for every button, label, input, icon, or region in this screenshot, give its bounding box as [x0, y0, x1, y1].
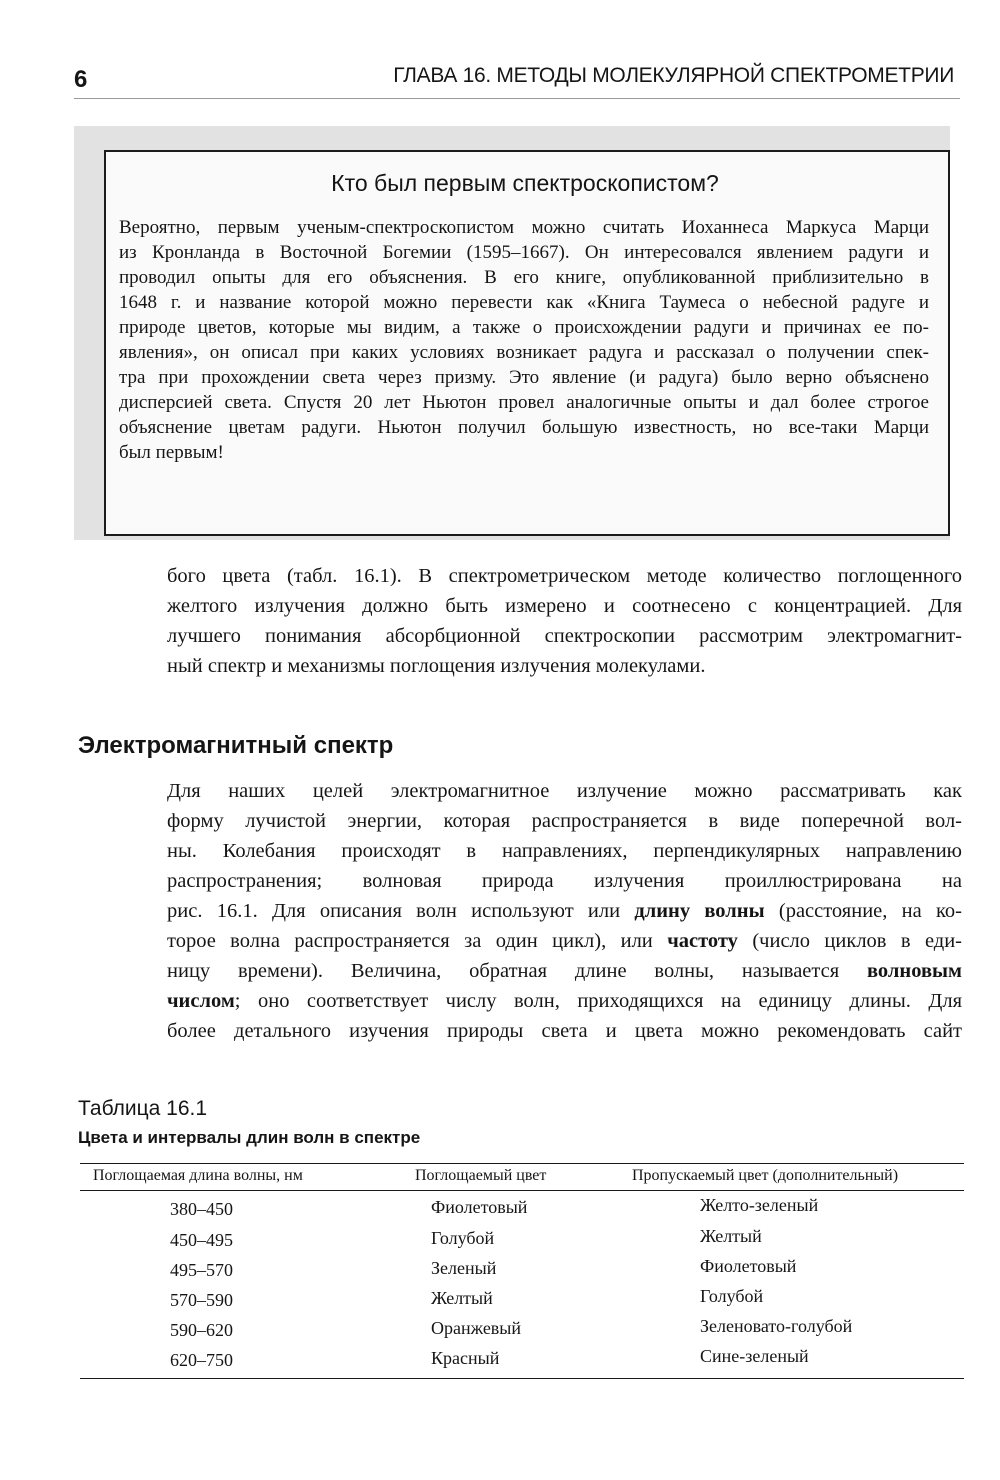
- table-cell: Зеленый: [431, 1258, 497, 1278]
- sidebar-text: [119, 215, 929, 465]
- table-cell: 570–590: [170, 1290, 233, 1310]
- table-cell: Желтый: [431, 1288, 493, 1308]
- table-cell: 495–570: [170, 1260, 233, 1280]
- table-cell: Сине-зеленый: [700, 1346, 809, 1366]
- paragraph-line: числом; оно соответствует числу волн, приходящихся на единицу длины. Для: [167, 990, 962, 1012]
- paragraph-line: ный спектр и механизмы поглощения излучения молекулами.: [167, 655, 706, 677]
- running-header: ГЛАВА 16. МЕТОДЫ МОЛЕКУЛЯРНОЙ СПЕКТРОМЕТРИИ: [393, 64, 954, 87]
- table-cell: Голубой: [431, 1228, 495, 1248]
- paragraph-line: более детального изучения природы света и цвета можно рекомендовать сайт: [167, 1020, 962, 1042]
- paragraph-line: Для наших целей электромагнитное излучение можно рассматривать как: [167, 780, 962, 802]
- table-cell: Оранжевый: [431, 1318, 522, 1338]
- table-cell: 590–620: [170, 1320, 233, 1340]
- sidebar-line: из Кронланда в Восточной Богемии (1595–1667). Он интересовался явлением радуги и: [119, 242, 929, 263]
- table-rule-top: [80, 1163, 964, 1164]
- paragraph-line: форму лучистой энергии, которая распространяется в виде поперечной вол-: [167, 810, 962, 832]
- sidebar-line: объяснение цветам радуги. Ньютон получил большую известность, но все-таки Марци: [119, 417, 929, 438]
- sidebar-line: проводил опыты для его объяснения. В его книге, опубликованной приблизительно в: [119, 267, 929, 288]
- table-cell: Фиолетовый: [700, 1256, 797, 1276]
- sidebar-line: Вероятно, первым ученым-спектроскопистом можно считать Иоханнеса Маркуса Марци: [119, 217, 929, 238]
- sidebar-line: природе цветов, которые мы видим, а также о происхождении радуги и причинах ее по-: [119, 317, 929, 338]
- table-cell: Красный: [431, 1348, 500, 1368]
- sidebar-line: 1648 г. и название которой можно перевести как «Книга Таумеса о небесной радуге и: [119, 292, 929, 313]
- header-rule: [74, 98, 960, 99]
- table-header-transmitted-color: Пропускаемый цвет (дополнительный): [632, 1167, 899, 1184]
- table-cell: 450–495: [170, 1230, 233, 1250]
- table-caption: Цвета и интервалы длин волн в спектре: [78, 1128, 421, 1147]
- paragraph-line: бого цвета (табл. 16.1). В спектрометрическом методе количество поглощенного: [167, 565, 962, 587]
- table-cell: 380–450: [170, 1199, 233, 1219]
- section-heading: Электромагнитный спектр: [78, 732, 394, 759]
- table-rule-head: [80, 1190, 964, 1191]
- paragraph-line: ницу времени). Величина, обратная длине волны, называется волновым: [167, 960, 962, 982]
- table-cell: Желто-зеленый: [700, 1195, 819, 1215]
- sidebar-line: явления», он описал при каких условиях возникает радуга и рассказал о получении спек-: [119, 342, 929, 363]
- sidebar-line: дисперсией света. Спустя 20 лет Ньютон провел аналогичные опыты и дал более строгое: [119, 392, 929, 413]
- table-header-absorbed-color: Поглощаемый цвет: [415, 1167, 547, 1184]
- paragraph-line: лучшего понимания абсорбционной спектроскопии рассмотрим электромагнит-: [167, 625, 962, 647]
- sidebar-title: Кто был первым спектроскопистом?: [331, 170, 719, 196]
- table-header-wavelength: Поглощаемая длина волны, нм: [93, 1167, 303, 1184]
- table-cell: Зеленовато-голубой: [700, 1316, 853, 1336]
- sidebar-line: был первым!: [119, 442, 224, 463]
- paragraph-line: распространения; волновая природа излучения проиллюстрирована на: [167, 870, 962, 892]
- continuation-paragraph: [167, 561, 962, 681]
- table-cell: Желтый: [700, 1226, 762, 1246]
- table-rule-bottom: [80, 1378, 964, 1379]
- term-wavenumber-cont: числом: [167, 990, 235, 1012]
- table-cell: Голубой: [700, 1286, 764, 1306]
- table-cell: 620–750: [170, 1350, 233, 1370]
- page-number: 6: [74, 66, 88, 93]
- paragraph-line: рис. 16.1. Для описания волн используют или длину волны (расстояние, на ко-: [167, 900, 962, 922]
- term-wavenumber: волновым: [866, 960, 962, 982]
- paragraph-line: желтого излучения должно быть измерено и соотнесено с концентрацией. Для: [167, 595, 962, 617]
- term-wavelength: длину волны: [634, 900, 765, 922]
- paragraph-line: ны. Колебания происходят в направлениях, перпендикулярных направлению: [167, 840, 962, 862]
- body-paragraph: [167, 776, 962, 1046]
- table-label: Таблица 16.1: [78, 1097, 208, 1120]
- paragraph-line: торое волна распространяется за один цикл), или частоту (число циклов в еди-: [167, 930, 962, 952]
- term-frequency: частоту: [667, 930, 738, 952]
- table-cell: Фиолетовый: [431, 1197, 528, 1217]
- sidebar-line: тра при прохождении света через призму. Это явление (и радуга) было верно объяснено: [119, 367, 929, 388]
